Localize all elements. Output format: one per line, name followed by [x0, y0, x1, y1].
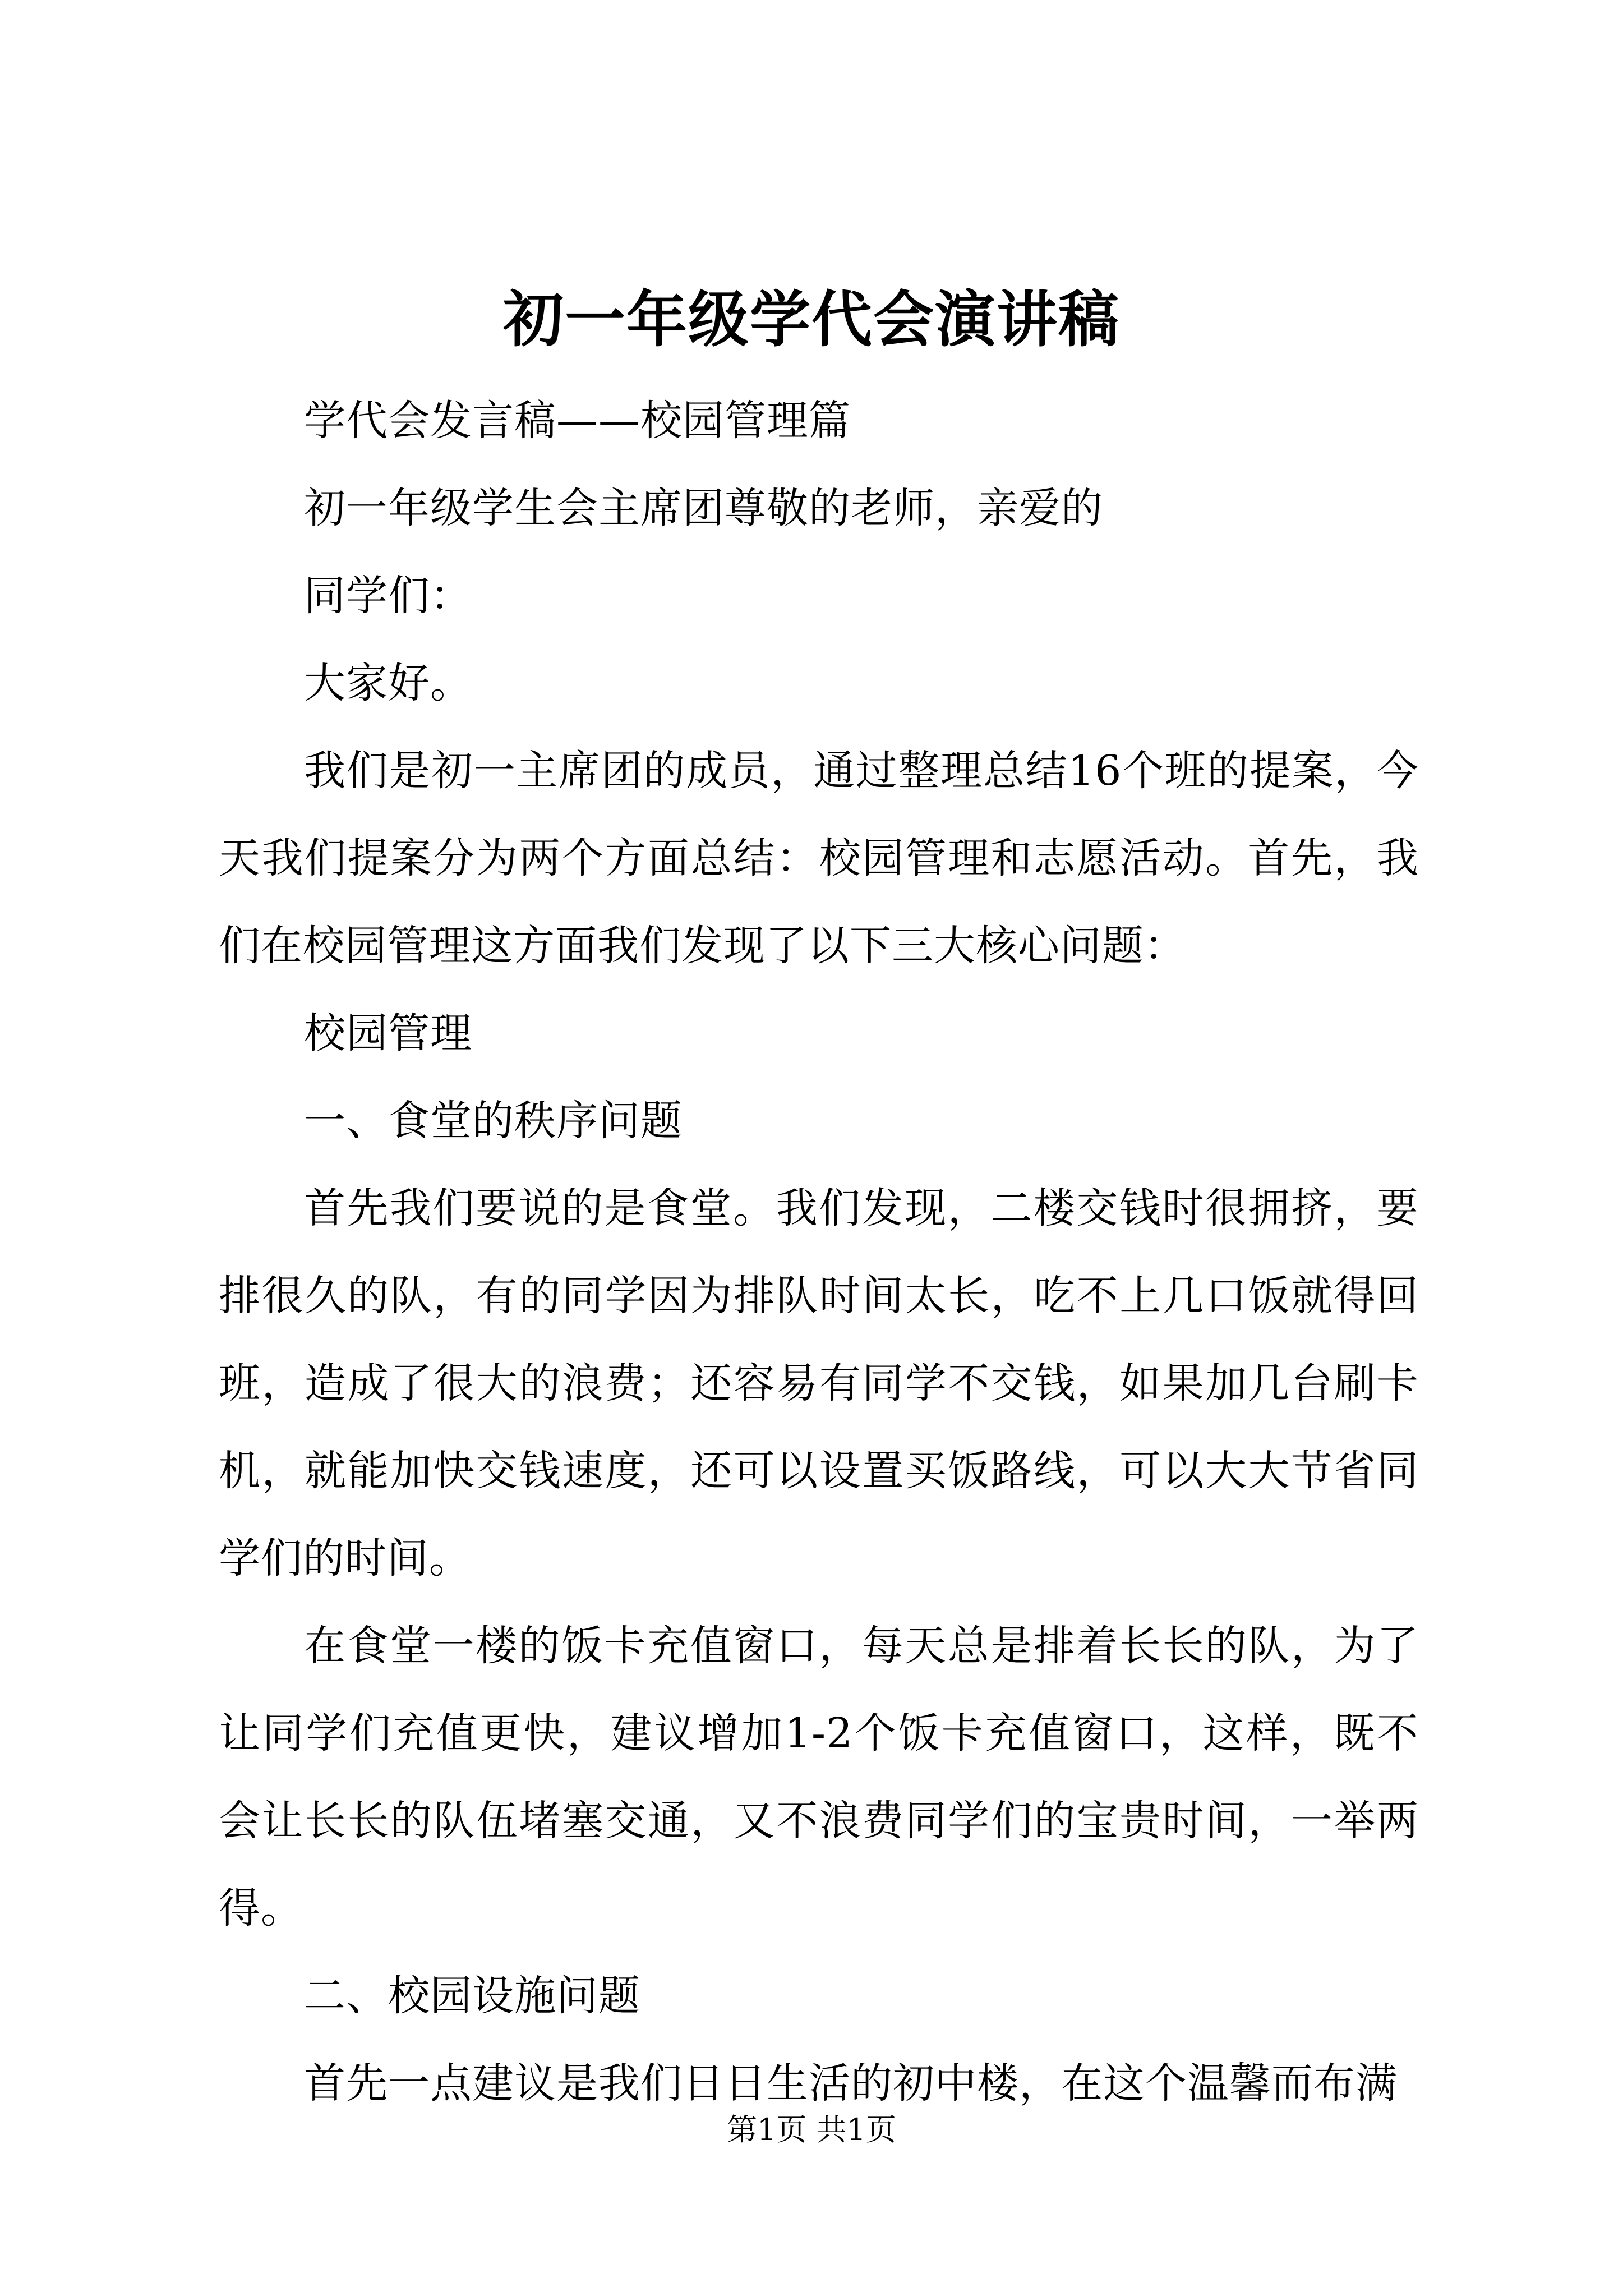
section-heading-campus-management: 校园管理 — [304, 1009, 472, 1057]
paragraph-canteen-payment: 首先我们要说的是食堂。我们发现，二楼交钱时很拥挤，要排很久的队，有的同学因为排队时间太长，吃不上几口饭就得回班，造成了很大的浪费；还容易有同学不交钱，如果加几台刷卡机，就能加快交钱速度，还可以设置买饭路线，可以大大节省同学们的时间。 — [219, 1184, 1419, 1582]
paragraph-subtitle: 学代会发言稿——校园管理篇 — [304, 397, 851, 445]
paragraph-salutation: 初一年级学生会主席团尊敬的老师，亲爱的 — [304, 484, 1103, 532]
section-heading-campus-facilities: 二、校园设施问题 — [304, 1972, 640, 2020]
paragraph-card-recharge: 在食堂一楼的饭卡充值窗口，每天总是排着长长的队，为了让同学们充值更快，建议增加1-2个饭卡充值窗口，这样，既不会让长长的队伍堵塞交通，又不浪费同学们的宝贵时间，一举两得。 — [219, 1622, 1419, 1932]
page-footer: 第1页 共1页 — [727, 2112, 896, 2147]
paragraph-salutation-cont: 同学们： — [304, 572, 472, 620]
document-body — [219, 377, 1419, 2127]
paragraph-facilities: 首先一点建议是我们日日生活的初中楼，在这个温馨而布满 — [304, 2059, 1398, 2108]
paragraph-greeting: 大家好。 — [304, 659, 472, 707]
paragraph-intro: 我们是初一主席团的成员，通过整理总结16个班的提案，今天我们提案分为两个方面总结：校园管理和志愿活动。首先，我们在校园管理这方面我们发现了以下三大核心问题： — [219, 747, 1419, 970]
section-heading-canteen-order: 一、食堂的秩序问题 — [304, 1097, 683, 1145]
document-title: 初一年级学代会演讲稿 — [502, 284, 1120, 355]
